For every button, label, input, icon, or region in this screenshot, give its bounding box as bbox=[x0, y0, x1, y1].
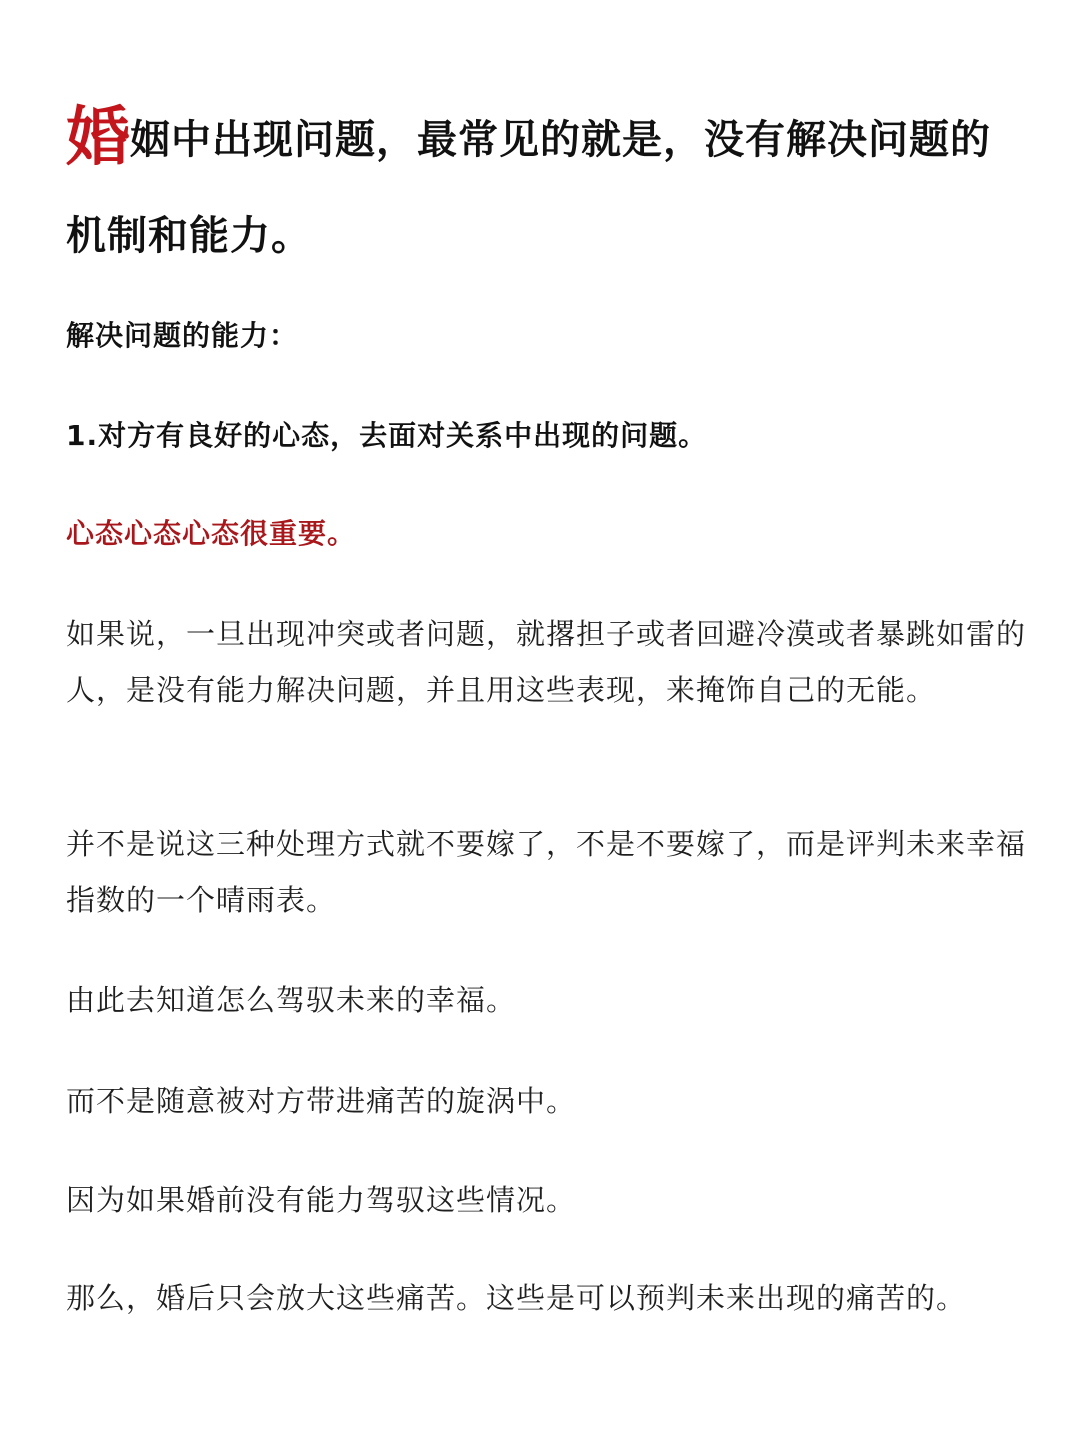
paragraph-3: 由此去知道怎么驾驭未来的幸福。 bbox=[66, 983, 517, 1017]
point-one: 1.对方有良好的心态，去面对关系中出现的问题。 bbox=[66, 419, 708, 452]
subheading: 解决问题的能力： bbox=[66, 319, 299, 352]
article-title bbox=[66, 92, 1026, 284]
paragraph-6: 那么，婚后只会放大这些痛苦。这些是可以预判未来出现的痛苦的。 bbox=[66, 1281, 967, 1315]
title-drop-character: 婚 bbox=[66, 101, 130, 175]
paragraph-2: 并不是说这三种处理方式就不要嫁了，不是不要嫁了，而是评判未来幸福指数的一个晴雨表。 bbox=[66, 827, 1027, 917]
paragraph-1: 如果说，一旦出现冲突或者问题，就撂担子或者回避冷漠或者暴跳如雷的人，是没有能力解决问题，并且用这些表现，来掩饰自己的无能。 bbox=[66, 617, 1027, 707]
title-text: 姻中出现问题，最常见的就是，没有解决问题的机制和能力。 bbox=[66, 117, 991, 259]
paragraph-5: 因为如果婚前没有能力驾驭这些情况。 bbox=[66, 1183, 577, 1217]
emphasis-line: 心态心态心态很重要。 bbox=[66, 517, 357, 550]
paragraph-4: 而不是随意被对方带进痛苦的旋涡中。 bbox=[66, 1084, 577, 1118]
